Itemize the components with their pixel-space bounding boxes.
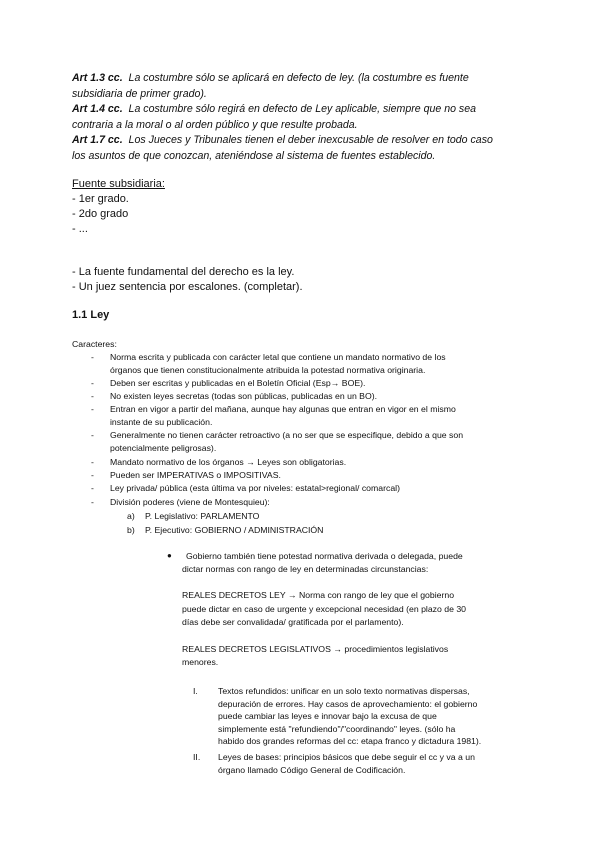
article-text: contraria a la moral o al orden público y que resulte probada. [72,119,358,131]
caracter-item [110,377,365,390]
dash-bullet: - [91,470,94,480]
round-bullet: ● [167,551,172,560]
fuente-title: Fuente subsidiaria: [72,178,165,190]
caracteres-label: Caracteres: [72,339,117,349]
caracter-item [110,351,446,376]
rdleg-line: menores. [182,657,219,667]
caracter-text: División poderes (viene de Montesquieu): [110,497,270,507]
poder-marker: b) [127,525,135,535]
roman-text: puede cambiar las leyes e innovar bajo la excusa de que [218,711,437,721]
fuente-item: - 2do grado [72,208,129,220]
caracter-item [110,482,400,495]
caracter-text: Norma escrita y publicada con carácter letal que contiene un mandato normativo de los [110,352,446,362]
caracter-text: Pueden ser IMPERATIVAS o IMPOSITIVAS. [110,470,281,480]
caracter-text: No existen leyes secretas (todas son públicas, publicadas en un BO). [110,391,378,401]
article-text: subsidiaria de primer grado). [72,88,207,100]
caracter-item [110,429,463,454]
dash-bullet: - [91,404,94,414]
article-text: los asuntos de que conozcan, ateniéndose al sistema de fuentes establecido. [72,150,436,162]
gobierno-line: dictar normas con rango de ley en determinadas circunstancias: [182,564,429,574]
dash-bullet: - [91,497,94,507]
note-line: - Un juez sentencia por escalones. (completar). [72,281,303,293]
article-1-4 [72,101,532,133]
article-label: Art 1.7 cc. [72,134,123,146]
dash-bullet: - [91,378,94,388]
caracter-item [110,456,346,469]
roman-marker: I. [193,686,198,696]
fuente-item: - 1er grado. [72,193,129,205]
caracter-text: Generalmente no tienen carácter retroactivo (a no ser que se especifique, debido a que son [110,430,464,440]
article-text: La costumbre sólo se aplicará en defecto de ley. (la costumbre es fuente [128,72,469,84]
caracter-text: Entran en vigor a partir del mañana, aunque hay algunas que entran en vigor en el mismo [110,404,456,414]
article-label: Art 1.4 cc. [72,103,123,115]
roman-text: Leyes de bases: principios básicos que debe seguir el cc y va a un [218,752,475,762]
caracter-text: potencialmente peligrosas). [110,442,217,453]
roman-text: Textos refundidos: unificar en un solo texto normativas dispersas, [218,686,470,696]
dash-bullet: - [91,483,94,493]
caracter-item [110,403,456,428]
caracter-item [110,469,281,482]
roman-text: depuración de errores. Hay casos de aprovechamiento: el gobierno [218,698,478,709]
caracter-item [110,496,270,509]
poder-text: P. Legislativo: PARLAMENTO [145,511,260,521]
roman-marker: II. [193,752,201,762]
article-text: La costumbre sólo regirá en defecto de Ley aplicable, siempre que no sea [128,103,476,115]
article-1-3 [72,70,532,102]
article-text: Los Jueces y Tribunales tienen el deber inexcusable de resolver en todo caso [128,134,493,146]
roman-item [218,685,481,748]
caracter-text: órganos que tienen constitucionalmente atribuida la potestad normativa originaria. [110,364,426,375]
poder-text: P. Ejecutivo: GOBIERNO / ADMINISTRACIÓN [145,525,324,535]
roman-text: simplemente está "refundiendo"/"coordinando" leyes. (sólo ha [218,723,456,734]
article-label: Art 1.3 cc. [72,72,123,84]
dash-bullet: - [91,457,94,467]
note-line: - La fuente fundamental del derecho es la ley. [72,266,295,278]
rdleg-line: REALES DECRETOS LEGISLATIVOS → procedimientos legislativos [182,644,449,654]
section-title: 1.1 Ley [72,309,110,321]
roman-item [218,751,475,776]
poder-marker: a) [127,511,135,521]
dash-bullet: - [91,352,94,362]
roman-text: órgano llamado Código General de Codificación. [218,764,406,775]
caracter-text: Ley privada/ pública (esta última va por niveles: estatal>regional/ comarcal) [110,483,400,493]
rdl-line: días debe ser convalidada/ gratificada por el parlamento). [182,617,404,627]
caracter-text: instante de su publicación. [110,416,213,427]
dash-bullet: - [91,391,94,401]
rdl-line: puede dictar en caso de urgente y excepcional necesidad (en plazo de 30 [182,604,466,614]
caracter-text: Deben ser escritas y publicadas en el Boletín Oficial (Esp→ BOE). [110,378,366,388]
caracter-item [110,390,377,403]
rdl-line: REALES DECRETOS LEY → Norma con rango de ley que el gobierno [182,590,455,600]
roman-text: habido dos grandes reformas del cc: etapa franco y dictadura 1981). [218,736,482,746]
article-1-7 [72,132,532,164]
caracter-text: Mandato normativo de los órganos → Leyes son obligatorias. [110,457,347,467]
gobierno-line: Gobierno también tiene potestad normativa derivada o delegada, puede [186,551,463,561]
dash-bullet: - [91,430,94,440]
fuente-item: - ... [72,223,88,235]
